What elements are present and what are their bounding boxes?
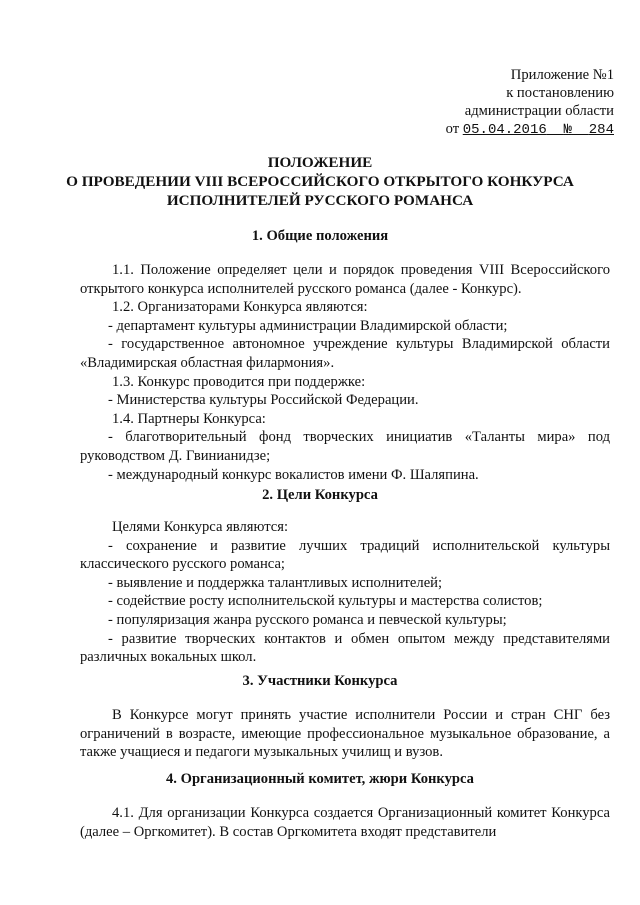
appendix-line-2: к постановлению bbox=[506, 85, 614, 101]
title-line-2: О ПРОВЕДЕНИИ VIII ВСЕРОССИЙСКОГО ОТКРЫТОГО КОНКУРСА bbox=[66, 173, 574, 190]
section-1-p5: 1.3. Конкурс проводится при поддержке: bbox=[112, 373, 366, 390]
section-1-p4: - государственное автономное учреждение культуры Владимирской области «Владимирская областная филармония». bbox=[80, 336, 610, 371]
appendix-number: 284 bbox=[588, 122, 614, 138]
section-2-p5: - популяризация жанра русского романса и певческой культуры; bbox=[108, 611, 507, 628]
section-2-p4: - содействие росту исполнительской культуры и мастерства солистов; bbox=[108, 593, 543, 610]
section-1-p7: 1.4. Партнеры Конкурса: bbox=[112, 410, 266, 427]
section-1-p1: 1.1. Положение определяет цели и порядок проведения VIII Всероссийского открытого конкурса исполнителей русского романса (далее - Конкурс). bbox=[80, 262, 610, 297]
section-2-p1: Целями Конкурса являются: bbox=[112, 519, 288, 535]
section-3-p1: В Конкурсе могут принять участие исполнители России и стран СНГ без ограничений в возрасте, имеющие профессиональное музыкальное образование, а также учащиеся и педагоги музыкальных училищ и вузов. bbox=[80, 707, 610, 761]
section-1-p2: 1.2. Организаторами Конкурса являются: bbox=[112, 299, 368, 316]
section-1-body bbox=[80, 261, 610, 484]
section-4-body bbox=[80, 804, 610, 841]
section-2-p2: - сохранение и развитие лучших традиций исполнительской культуры классического русского романса; bbox=[80, 537, 610, 573]
title-line-3: ИСПОЛНИТЕЛЕЙ РУССКОГО РОМАНСА bbox=[166, 192, 474, 209]
document-title bbox=[0, 153, 640, 210]
section-1-p8: - благотворительный фонд творческих инициатив «Таланты мира» под руководством Д. Гвинианидзе; bbox=[80, 429, 610, 464]
appendix-date-line bbox=[446, 120, 614, 139]
appendix-block bbox=[446, 66, 614, 139]
appendix-line-1: Приложение №1 bbox=[510, 67, 614, 83]
title-line-1: ПОЛОЖЕНИЕ bbox=[267, 154, 373, 171]
section-1-p6: - Министерства культуры Российской Федерации. bbox=[108, 392, 419, 409]
section-1-p9: - международный конкурс вокалистов имени Ф. Шаляпина. bbox=[108, 466, 479, 483]
section-2-body bbox=[80, 518, 610, 667]
appendix-prefix: от bbox=[445, 121, 460, 137]
section-2-heading: 2. Цели Конкурса bbox=[262, 487, 378, 503]
section-1-heading: 1. Общие положения bbox=[251, 228, 389, 244]
section-3-body bbox=[80, 706, 610, 762]
section-4-heading: 4. Организационный комитет, жюри Конкурса bbox=[166, 771, 474, 787]
appendix-line-3: администрации области bbox=[464, 103, 614, 119]
section-4-p1: 4.1. Для организации Конкурса создается Организационный комитет Конкурса (далее – Оргкомитет). В состав Оргкомитета входят представители bbox=[80, 805, 610, 840]
section-1-p3: - департамент культуры администрации Владимирской области; bbox=[108, 317, 508, 334]
appendix-no-sign: № bbox=[563, 122, 572, 138]
section-3-heading: 3. Участники Конкурса bbox=[242, 673, 398, 689]
section-2-p3: - выявление и поддержка талантливых исполнителей; bbox=[108, 574, 443, 591]
section-2-p6: - развитие творческих контактов и обмен опытом между представителями различных вокальных школ. bbox=[80, 630, 610, 666]
appendix-date: 05.04.2016 bbox=[462, 122, 547, 138]
